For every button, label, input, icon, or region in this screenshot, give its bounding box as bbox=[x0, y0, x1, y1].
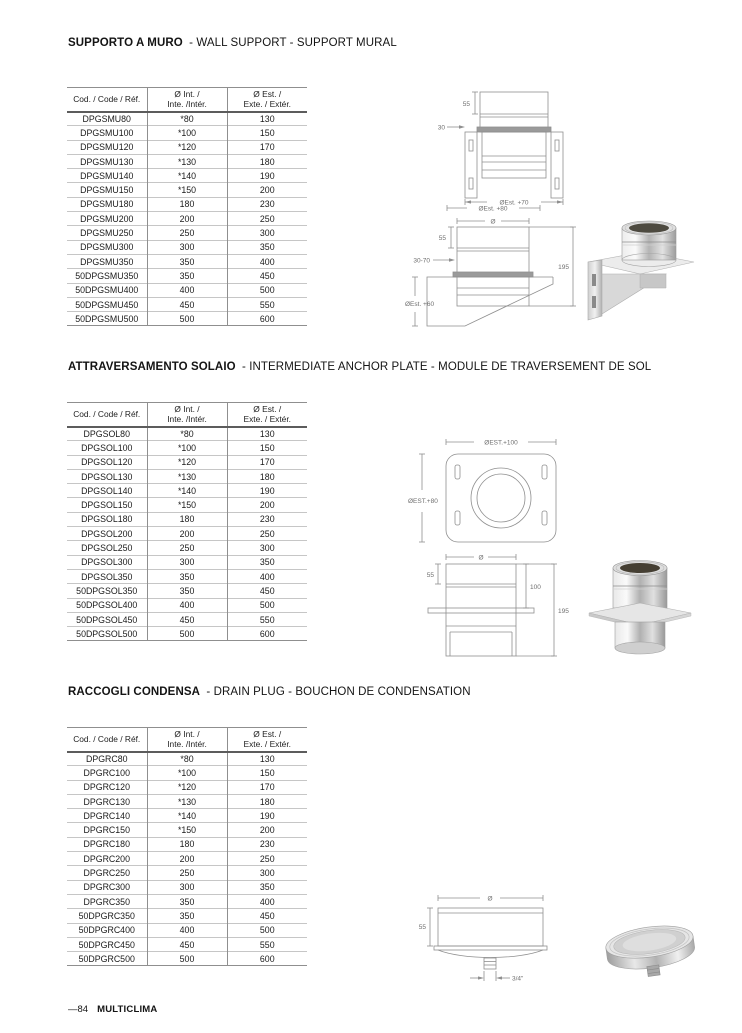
table-cell: *80 bbox=[147, 752, 227, 766]
table-cell: 300 bbox=[147, 240, 227, 254]
table-cell: 400 bbox=[147, 283, 227, 297]
table-cell: 450 bbox=[227, 269, 307, 283]
table-cell: 200 bbox=[147, 212, 227, 226]
table-cell: 350 bbox=[147, 909, 227, 923]
table-cell: *80 bbox=[147, 427, 227, 441]
table-cell: *140 bbox=[147, 484, 227, 498]
table-cell: 350 bbox=[227, 240, 307, 254]
table-cell: *80 bbox=[147, 112, 227, 126]
table-row bbox=[67, 752, 307, 766]
table-row bbox=[67, 312, 307, 326]
table-header-row bbox=[67, 403, 307, 427]
section-title-anchor-plate bbox=[68, 361, 651, 373]
table-row bbox=[67, 226, 307, 240]
table-row bbox=[67, 154, 307, 168]
table-row bbox=[67, 169, 307, 183]
table-cell: 50DPGRC500 bbox=[78, 953, 135, 964]
table-cell: 50DPGRC400 bbox=[78, 925, 135, 936]
dimension-label: ØEst. +70 bbox=[499, 199, 529, 207]
table-cell: 150 bbox=[227, 441, 307, 455]
spec-table-drain-plug bbox=[67, 727, 307, 966]
table-row bbox=[67, 484, 307, 498]
table-cell: *120 bbox=[147, 780, 227, 794]
table-row bbox=[67, 541, 307, 555]
table-cell: 350 bbox=[147, 254, 227, 268]
table-row bbox=[67, 952, 307, 966]
table-cell: *150 bbox=[147, 498, 227, 512]
dimension-label: Ø bbox=[478, 554, 484, 562]
table-cell: 50DPGRC450 bbox=[78, 939, 135, 950]
table-cell: 500 bbox=[227, 283, 307, 297]
table-row bbox=[67, 569, 307, 583]
table-row bbox=[67, 866, 307, 880]
table-row bbox=[67, 269, 307, 283]
table-cell: 190 bbox=[227, 484, 307, 498]
table-cell: 250 bbox=[227, 212, 307, 226]
table-cell: 200 bbox=[227, 498, 307, 512]
table-cell: *100 bbox=[147, 126, 227, 140]
table-cell: DPGRC300 bbox=[83, 882, 130, 893]
table-cell: DPGSMU100 bbox=[80, 127, 134, 138]
technical-drawing-anchor-plate-side bbox=[408, 548, 573, 663]
table-cell: 190 bbox=[227, 169, 307, 183]
table-row bbox=[67, 512, 307, 526]
table-cell: DPGSMU80 bbox=[82, 113, 131, 124]
table-cell: 180 bbox=[147, 837, 227, 851]
table-cell: 350 bbox=[147, 569, 227, 583]
table-row bbox=[67, 937, 307, 951]
table-row bbox=[67, 126, 307, 140]
column-header-est: Ø Est. / Exte. / Extér. bbox=[227, 403, 307, 427]
table-cell: 50DPGSOL450 bbox=[76, 614, 138, 625]
table-cell: 130 bbox=[227, 427, 307, 441]
page-footer bbox=[68, 1004, 157, 1015]
table-row bbox=[67, 254, 307, 268]
table-cell: *150 bbox=[147, 183, 227, 197]
table-cell: 550 bbox=[227, 937, 307, 951]
table-row bbox=[67, 140, 307, 154]
table-cell: 350 bbox=[227, 555, 307, 569]
dimension-label: ØEst. +80 bbox=[478, 205, 508, 213]
dimension-label: ØEst. +60 bbox=[405, 301, 435, 308]
table-cell: *120 bbox=[147, 140, 227, 154]
section-title-translations: - WALL SUPPORT - SUPPORT MURAL bbox=[189, 37, 397, 49]
table-row bbox=[67, 780, 307, 794]
table-row bbox=[67, 852, 307, 866]
table-cell: 50DPGRC350 bbox=[78, 910, 135, 921]
column-header-est: Ø Est. / Exte. / Extér. bbox=[227, 88, 307, 112]
technical-drawing-anchor-plate-top bbox=[408, 432, 573, 547]
table-row bbox=[67, 240, 307, 254]
table-cell: DPGSOL80 bbox=[83, 428, 130, 439]
table-cell: 450 bbox=[147, 937, 227, 951]
dimension-label: 3/4" bbox=[512, 975, 524, 983]
table-cell: 190 bbox=[227, 809, 307, 823]
table-cell: 230 bbox=[227, 837, 307, 851]
table-cell: DPGSMU200 bbox=[80, 213, 134, 224]
table-cell: 230 bbox=[227, 197, 307, 211]
table-cell: DPGRC150 bbox=[83, 825, 130, 836]
brand-name: MULTICLIMA bbox=[97, 1004, 158, 1015]
table-cell: *130 bbox=[147, 154, 227, 168]
table-cell: 150 bbox=[227, 766, 307, 780]
table-cell: *140 bbox=[147, 169, 227, 183]
table-row bbox=[67, 794, 307, 808]
product-photo-wall-support bbox=[578, 218, 698, 323]
table-cell: 300 bbox=[227, 541, 307, 555]
table-row bbox=[67, 498, 307, 512]
dimension-label: 55 bbox=[418, 924, 426, 931]
table-row bbox=[67, 441, 307, 455]
table-row bbox=[67, 527, 307, 541]
table-cell: DPGSOL300 bbox=[81, 557, 133, 568]
table-row bbox=[67, 766, 307, 780]
table-cell: *100 bbox=[147, 441, 227, 455]
table-cell: DPGSOL120 bbox=[81, 457, 133, 468]
table-cell: 350 bbox=[147, 894, 227, 908]
section-title-translations: - INTERMEDIATE ANCHOR PLATE - MODULE DE TRAVERSEMENT DE SOL bbox=[241, 361, 652, 373]
table-cell: DPGSOL130 bbox=[81, 471, 133, 482]
table-cell: 200 bbox=[147, 852, 227, 866]
table-cell: 180 bbox=[147, 197, 227, 211]
column-header-code: Cod. / Code / Réf. bbox=[73, 94, 141, 104]
table-cell: DPGSMU350 bbox=[80, 256, 134, 267]
table-row bbox=[67, 880, 307, 894]
table-cell: DPGSMU150 bbox=[80, 185, 134, 196]
table-cell: DPGRC130 bbox=[83, 796, 130, 807]
table-cell: 50DPGSOL350 bbox=[76, 585, 138, 596]
dimension-label: 195 bbox=[558, 264, 569, 271]
table-cell: 50DPGSMU500 bbox=[75, 313, 139, 324]
table-cell: *150 bbox=[147, 823, 227, 837]
table-row bbox=[67, 555, 307, 569]
table-cell: 500 bbox=[147, 627, 227, 641]
table-cell: 450 bbox=[147, 612, 227, 626]
table-cell: 250 bbox=[227, 527, 307, 541]
section-title-wall-support bbox=[68, 37, 397, 49]
table-cell: DPGRC200 bbox=[83, 853, 130, 864]
table-cell: DPGSMU250 bbox=[80, 228, 134, 239]
column-header-int: Ø Int. / Inte. /Intér. bbox=[147, 88, 227, 112]
dimension-label: 55 bbox=[426, 572, 434, 579]
product-photo-drain-plug bbox=[596, 902, 704, 990]
table-cell: 180 bbox=[147, 512, 227, 526]
table-cell: *120 bbox=[147, 455, 227, 469]
table-cell: *130 bbox=[147, 469, 227, 483]
table-row bbox=[67, 197, 307, 211]
table-cell: 400 bbox=[227, 569, 307, 583]
table-cell: 500 bbox=[227, 598, 307, 612]
table-cell: DPGRC120 bbox=[83, 782, 130, 793]
table-row bbox=[67, 297, 307, 311]
table-row bbox=[67, 612, 307, 626]
table-cell: 230 bbox=[227, 512, 307, 526]
dimension-label: 55 bbox=[438, 235, 446, 242]
table-header-row bbox=[67, 88, 307, 112]
table-cell: 50DPGSMU350 bbox=[75, 270, 139, 281]
table-cell: DPGSOL200 bbox=[81, 528, 133, 539]
table-cell: 200 bbox=[147, 527, 227, 541]
table-row bbox=[67, 283, 307, 297]
table-cell: 250 bbox=[227, 852, 307, 866]
table-cell: 500 bbox=[147, 952, 227, 966]
page-number: —84 bbox=[68, 1004, 89, 1015]
spec-table-wall-support bbox=[67, 87, 307, 326]
table-cell: 600 bbox=[227, 627, 307, 641]
column-header-code: Cod. / Code / Réf. bbox=[73, 409, 141, 419]
table-cell: 50DPGSOL500 bbox=[76, 628, 138, 639]
column-header-code: Cod. / Code / Réf. bbox=[73, 734, 141, 744]
table-cell: 450 bbox=[227, 909, 307, 923]
table-cell: 180 bbox=[227, 154, 307, 168]
product-photo-anchor-plate bbox=[585, 556, 695, 659]
table-cell: 300 bbox=[147, 555, 227, 569]
table-row bbox=[67, 455, 307, 469]
table-cell: DPGSMU120 bbox=[80, 142, 134, 153]
table-cell: DPGRC250 bbox=[83, 868, 130, 879]
table-cell: DPGRC180 bbox=[83, 839, 130, 850]
section-title-italian: RACCOGLI CONDENSA bbox=[68, 686, 201, 698]
table-row bbox=[67, 212, 307, 226]
table-cell: 300 bbox=[227, 866, 307, 880]
section-title-italian: SUPPORTO A MURO bbox=[68, 37, 183, 49]
dimension-label: 195 bbox=[558, 608, 569, 615]
technical-drawing-wall-support-side bbox=[405, 200, 600, 332]
table-row bbox=[67, 823, 307, 837]
table-row bbox=[67, 894, 307, 908]
table-cell: 50DPGSOL400 bbox=[76, 600, 138, 611]
table-row bbox=[67, 837, 307, 851]
table-cell: DPGSOL350 bbox=[81, 571, 133, 582]
table-cell: 450 bbox=[147, 297, 227, 311]
table-cell: 250 bbox=[147, 866, 227, 880]
table-cell: 550 bbox=[227, 612, 307, 626]
table-cell: DPGSMU300 bbox=[80, 242, 134, 253]
dimension-label: Ø bbox=[487, 895, 493, 903]
dimension-label: ØEST.+100 bbox=[484, 439, 518, 447]
table-cell: 180 bbox=[227, 794, 307, 808]
table-cell: 170 bbox=[227, 455, 307, 469]
table-cell: 500 bbox=[227, 923, 307, 937]
table-cell: DPGSOL150 bbox=[81, 500, 133, 511]
table-cell: *140 bbox=[147, 809, 227, 823]
table-cell: 200 bbox=[227, 183, 307, 197]
column-header-int: Ø Int. / Inte. /Intér. bbox=[147, 728, 227, 752]
table-row bbox=[67, 183, 307, 197]
table-cell: DPGRC350 bbox=[83, 896, 130, 907]
spec-table-anchor-plate bbox=[67, 402, 307, 641]
table-cell: 350 bbox=[147, 269, 227, 283]
table-row bbox=[67, 427, 307, 441]
table-cell: DPGSOL100 bbox=[81, 442, 133, 453]
table-row bbox=[67, 909, 307, 923]
table-cell: 400 bbox=[147, 923, 227, 937]
technical-drawing-drain-plug bbox=[408, 888, 573, 988]
table-cell: 300 bbox=[147, 880, 227, 894]
column-header-int: Ø Int. / Inte. /Intér. bbox=[147, 403, 227, 427]
table-cell: 130 bbox=[227, 112, 307, 126]
section-title-translations: - DRAIN PLUG - BOUCHON DE CONDENSATION bbox=[206, 686, 471, 698]
table-cell: 350 bbox=[227, 880, 307, 894]
table-cell: 500 bbox=[147, 312, 227, 326]
table-row bbox=[67, 469, 307, 483]
table-cell: 600 bbox=[227, 952, 307, 966]
table-cell: 250 bbox=[147, 541, 227, 555]
table-cell: DPGSMU130 bbox=[80, 156, 134, 167]
table-cell: 170 bbox=[227, 780, 307, 794]
table-cell: *130 bbox=[147, 794, 227, 808]
table-cell: DPGSOL250 bbox=[81, 543, 133, 554]
dimension-label: 30-70 bbox=[413, 257, 430, 265]
table-cell: DPGSOL140 bbox=[81, 485, 133, 496]
table-cell: 180 bbox=[227, 469, 307, 483]
dimension-label: ØEST.+80 bbox=[408, 498, 438, 505]
table-cell: 400 bbox=[147, 598, 227, 612]
table-cell: 550 bbox=[227, 297, 307, 311]
table-row bbox=[67, 627, 307, 641]
dimension-label: 30 bbox=[437, 124, 445, 132]
table-cell: DPGSOL180 bbox=[81, 514, 133, 525]
table-cell: 50DPGSMU450 bbox=[75, 299, 139, 310]
technical-drawing-wall-support-front bbox=[425, 86, 600, 208]
table-row bbox=[67, 923, 307, 937]
table-cell: 130 bbox=[227, 752, 307, 766]
section-title-italian: ATTRAVERSAMENTO SOLAIO bbox=[68, 361, 236, 373]
table-cell: 250 bbox=[147, 226, 227, 240]
table-cell: 50DPGSMU400 bbox=[75, 285, 139, 296]
table-cell: 150 bbox=[227, 126, 307, 140]
table-row bbox=[67, 584, 307, 598]
table-cell: DPGRC80 bbox=[85, 753, 128, 764]
column-header-est: Ø Est. / Exte. / Extér. bbox=[227, 728, 307, 752]
table-cell: 450 bbox=[227, 584, 307, 598]
table-cell: 170 bbox=[227, 140, 307, 154]
table-cell: DPGRC140 bbox=[83, 810, 130, 821]
table-header-row bbox=[67, 728, 307, 752]
dimension-label: 100 bbox=[530, 584, 541, 591]
table-cell: 400 bbox=[227, 894, 307, 908]
table-cell: 600 bbox=[227, 312, 307, 326]
table-cell: 400 bbox=[227, 254, 307, 268]
table-cell: DPGRC100 bbox=[83, 767, 130, 778]
table-cell: *100 bbox=[147, 766, 227, 780]
table-row bbox=[67, 112, 307, 126]
table-cell: 200 bbox=[227, 823, 307, 837]
dimension-label: Ø bbox=[490, 218, 496, 226]
table-cell: DPGSMU140 bbox=[80, 170, 134, 181]
section-title-drain-plug bbox=[68, 686, 471, 698]
table-cell: DPGSMU180 bbox=[80, 199, 134, 210]
table-cell: 300 bbox=[227, 226, 307, 240]
table-row bbox=[67, 809, 307, 823]
table-row bbox=[67, 598, 307, 612]
table-cell: 350 bbox=[147, 584, 227, 598]
dimension-label: 55 bbox=[462, 101, 470, 108]
